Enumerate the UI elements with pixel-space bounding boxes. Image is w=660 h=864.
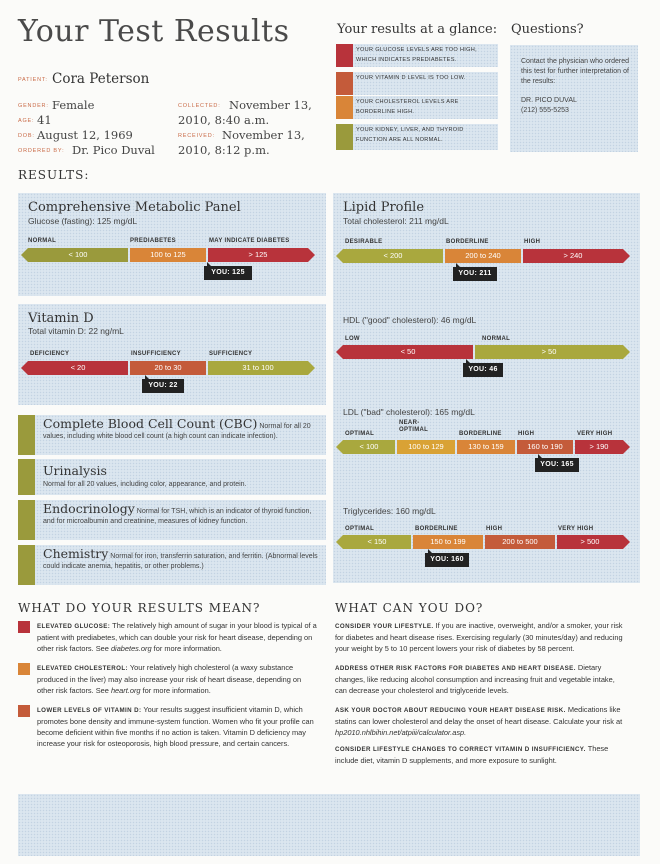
todo-p1-head: CONSIDER YOUR LIFESTYLE. <box>335 623 434 630</box>
glance-item <box>336 72 498 95</box>
ldl-range-very-high: > 190 <box>575 440 623 454</box>
todo-p1-body: If you are inactive, overweight, and/or a smoker, your risk for diabetes and heart disease rises. Exercising regularly (30 minutes/day) and reducing your weight by 5 to 10 percent lowers your risk of diabetes by 58 percent. <box>335 621 623 653</box>
todo-p2-head: ADDRESS OTHER RISK FACTORS FOR DIABETES AND HEART DISEASE. <box>335 665 576 672</box>
urinalysis-swatch <box>18 459 35 495</box>
endocrinology-panel <box>18 500 326 540</box>
urinalysis-title: Urinalysis <box>43 463 107 478</box>
ldl-label-near-optimal: OPTIMAL <box>399 427 429 433</box>
glance-title: Your results at a glance: <box>337 22 498 37</box>
vitd-range-sufficiency: 31 to 100 <box>208 361 308 375</box>
received-value-1: November 13, <box>222 128 305 142</box>
vitd-range-insufficiency: 20 to 30 <box>130 361 206 375</box>
ordered-label: ORDERED BY: <box>18 148 65 154</box>
meaning-link[interactable]: heart.org <box>110 686 141 695</box>
todo-p4-body: These include diet, vitamin D supplements, and more exposure to sunlight. <box>335 744 609 765</box>
dob-label: DOB: <box>18 133 35 139</box>
meaning-paragraph <box>37 620 317 654</box>
received-value-2: 2010, 8:12 p.m. <box>178 143 270 157</box>
ldl-subtitle: LDL ("bad" cholesterol): 165 mg/dL <box>343 407 475 417</box>
chemistry-panel <box>18 545 326 585</box>
meaning-paragraph <box>37 704 317 749</box>
glance-text: YOUR VITAMIN D LEVEL IS TOO LOW. <box>356 75 466 81</box>
glance-swatch <box>336 96 353 119</box>
endocrinology-note: Normal for TSH, which is an indicator of thyroid function, and for microalbumin and creatinine, measures of kidney function. <box>43 508 312 525</box>
vitd-panel <box>18 304 326 405</box>
total-label-desirable: DESIRABLE <box>345 239 383 245</box>
todo-p3-link[interactable]: hp2010.nhlbihin.net/atpiii/calculator.asp. <box>335 728 467 737</box>
hdl-you-marker: YOU: 46 <box>463 363 503 377</box>
cmp-range-normal: < 100 <box>28 248 128 262</box>
ldl-range-near-optimal: 100 to 129 <box>397 440 455 454</box>
chemistry-title: Chemistry <box>43 546 109 561</box>
hdl-label-normal: NORMAL <box>482 336 511 342</box>
cmp-label-prediabetes: PREDIABETES <box>130 238 176 244</box>
meaning-tail: for more information. <box>151 644 222 653</box>
cmp-subtitle: Glucose (fasting): 125 mg/dL <box>28 216 138 226</box>
tri-label-very-high: VERY HIGH <box>558 526 594 532</box>
meaning-swatch <box>18 663 30 675</box>
glance-text: YOUR GLUCOSE LEVELS ARE TOO HIGH, WHICH INDICATES PREDIABETES. <box>356 47 477 63</box>
tri-you-marker: YOU: 160 <box>425 553 469 567</box>
todo-p3-body: Medications like statins can lower cholesterol and delay the onset of heart disease. Calculate your risk at <box>335 705 623 726</box>
age-label: AGE: <box>18 118 35 124</box>
todo-p2-body: Dietary changes, like reducing alcohol consumption and increasing fruit and vegetable intake, can decrease your cholesterol and triglyceride levels. <box>335 663 615 695</box>
hdl-range-normal: > 50 <box>475 345 623 359</box>
meaning-swatch <box>18 621 30 633</box>
glance-item <box>336 96 498 119</box>
cbc-title: Complete Blood Cell Count (CBC) <box>43 416 258 431</box>
tri-label-borderline: BORDERLINE <box>415 526 458 532</box>
total-you-marker: YOU: 211 <box>453 267 497 281</box>
hdl-label-low: LOW <box>345 336 360 342</box>
glance-text: YOUR KIDNEY, LIVER, AND THYROID FUNCTION ARE ALL NORMAL. <box>356 127 464 143</box>
collected-label: COLLECTED: <box>178 103 221 109</box>
glance-item <box>336 124 498 150</box>
ldl-label-very-high: VERY HIGH <box>577 431 613 437</box>
todo-p3-head: ASK YOUR DOCTOR ABOUT REDUCING YOUR HEART DISEASE RISK. <box>335 707 566 714</box>
todo-heading: WHAT CAN YOU DO? <box>335 601 484 615</box>
endocrinology-swatch <box>18 500 35 540</box>
lipid-panel <box>333 193 640 583</box>
total-label-high: HIGH <box>524 239 541 245</box>
vitd-title: Vitamin D <box>28 311 94 326</box>
todo-paragraph-2 <box>335 662 625 696</box>
glance-swatch <box>336 72 353 95</box>
vitd-you-marker: YOU: 22 <box>142 379 184 393</box>
glance-item <box>336 44 498 67</box>
vitd-subtitle: Total vitamin D: 22 ng/mL <box>28 326 124 336</box>
tri-range-very-high: > 500 <box>557 535 623 549</box>
cmp-you-marker: YOU: 125 <box>204 266 252 280</box>
cmp-label-diabetes: MAY INDICATE DIABETES <box>209 238 290 244</box>
meaning-link[interactable]: diabetes.org <box>110 644 152 653</box>
total-range-high: > 240 <box>523 249 623 263</box>
glance-swatch <box>336 124 353 150</box>
meaning-paragraph <box>37 662 317 696</box>
gender-label: GENDER: <box>18 103 49 109</box>
hdl-subtitle: HDL ("good" cholesterol): 46 mg/dL <box>343 315 477 325</box>
vitd-label-sufficiency: SUFFICIENCY <box>209 351 253 357</box>
tri-range-optimal: < 150 <box>343 535 411 549</box>
meaning-body: Your results suggest insufficient vitamin D, which promotes bone density and immune-system function. Women who fit your profile can become deficient within five months if no action is taken. Vitamin D deficiency may increase your risk for osteoporosis, high blood pressure, and certain cancers. <box>37 705 314 748</box>
ldl-range-borderline: 130 to 159 <box>457 440 515 454</box>
vitd-label-deficiency: DEFICIENCY <box>30 351 70 357</box>
hdl-range-low: < 50 <box>343 345 473 359</box>
cmp-label-normal: NORMAL <box>28 238 57 244</box>
tri-range-high: 200 to 500 <box>485 535 555 549</box>
vitd-range-deficiency: < 20 <box>28 361 128 375</box>
meaning-head: ELEVATED CHOLESTEROL: <box>37 665 129 672</box>
total-label-borderline: BORDERLINE <box>446 239 489 245</box>
results-heading: RESULTS: <box>18 168 90 182</box>
meaning-body: The relatively high amount of sugar in your blood is typical of a patient with prediabetes, which can double your risk for heart disease, depending on other risk factors. See <box>37 621 317 653</box>
tri-label-optimal: OPTIMAL <box>345 526 375 532</box>
endocrinology-title: Endocrinology <box>43 501 135 516</box>
chemistry-swatch <box>18 545 35 585</box>
cbc-note: Normal for all 20 values, including white blood cell count (a high count can indicate infection). <box>43 423 311 440</box>
total-range-desirable: < 200 <box>343 249 443 263</box>
questions-panel <box>510 45 638 152</box>
questions-phone: (212) 555-5253 <box>521 107 569 114</box>
patient-name: Cora Peterson <box>52 71 150 87</box>
cbc-swatch <box>18 415 35 455</box>
cmp-range-prediabetes: 100 to 125 <box>130 248 206 262</box>
todo-paragraph-4 <box>335 743 625 766</box>
todo-paragraph-1 <box>335 620 625 654</box>
todo-p4-head: CONSIDER LIFESTYLE CHANGES TO CORRECT VITAMIN D INSUFFICIENCY. <box>335 746 586 753</box>
meaning-body: Your relatively high cholesterol (a waxy substance produced in the liver) may also increase your risk of heart disease, depending on other risk factors. See <box>37 663 302 695</box>
collected-value-1: November 13, <box>229 98 312 112</box>
cmp-range-diabetes: > 125 <box>208 248 308 262</box>
age-value: 41 <box>37 113 52 127</box>
ldl-label-optimal: OPTIMAL <box>345 431 375 437</box>
vitd-label-insufficiency: INSUFFICIENCY <box>131 351 181 357</box>
total-range-borderline: 200 to 240 <box>445 249 521 263</box>
glance-swatch <box>336 44 353 67</box>
cmp-panel <box>18 193 326 296</box>
urinalysis-note: Normal for all 20 values, including color, appearance, and protein. <box>43 481 247 488</box>
patient-label: PATIENT: <box>18 77 48 83</box>
page-title: Your Test Results <box>18 14 290 49</box>
tri-subtitle: Triglycerides: 160 mg/dL <box>343 506 436 516</box>
ldl-label-near: NEAR- <box>399 420 420 426</box>
ordered-value: Dr. Pico Duval <box>72 143 155 157</box>
meaning-heading: WHAT DO YOUR RESULTS MEAN? <box>18 601 261 615</box>
meaning-swatch <box>18 705 30 717</box>
collected-value-2: 2010, 8:40 a.m. <box>178 113 270 127</box>
meaning-head: ELEVATED GLUCOSE: <box>37 623 111 630</box>
chemistry-note: Normal for iron, transferrin saturation, and ferritin. (Abnormal levels could indicate anemia, hepatitis, or other problems.) <box>43 553 318 570</box>
tri-range-borderline: 150 to 199 <box>413 535 483 549</box>
questions-body: Contact the physician who ordered this test for further interpretation of the results: <box>521 58 629 85</box>
ldl-you-marker: YOU: 165 <box>535 458 579 472</box>
ldl-label-high: HIGH <box>518 431 535 437</box>
gender-value: Female <box>52 98 95 112</box>
questions-doctor: DR. PICO DUVAL <box>521 97 577 104</box>
cbc-panel <box>18 415 326 455</box>
total-chol-subtitle: Total cholesterol: 211 mg/dL <box>343 216 449 226</box>
dob-value: August 12, 1969 <box>37 128 133 142</box>
tri-label-high: HIGH <box>486 526 503 532</box>
meaning-tail: for more information. <box>140 686 211 695</box>
lipid-title: Lipid Profile <box>343 200 425 215</box>
ldl-range-optimal: < 100 <box>343 440 395 454</box>
meaning-head: LOWER LEVELS OF VITAMIN D: <box>37 707 142 714</box>
ldl-label-borderline: BORDERLINE <box>459 431 502 437</box>
cmp-title: Comprehensive Metabolic Panel <box>28 200 241 215</box>
received-label: RECEIVED: <box>178 133 215 139</box>
todo-paragraph-3 <box>335 704 625 738</box>
urinalysis-panel <box>18 459 326 495</box>
questions-title: Questions? <box>511 22 584 37</box>
glance-text: YOUR CHOLESTEROL LEVELS ARE BORDERLINE HIGH. <box>356 99 459 115</box>
ldl-range-high: 160 to 190 <box>517 440 573 454</box>
footer-panel <box>18 794 640 856</box>
